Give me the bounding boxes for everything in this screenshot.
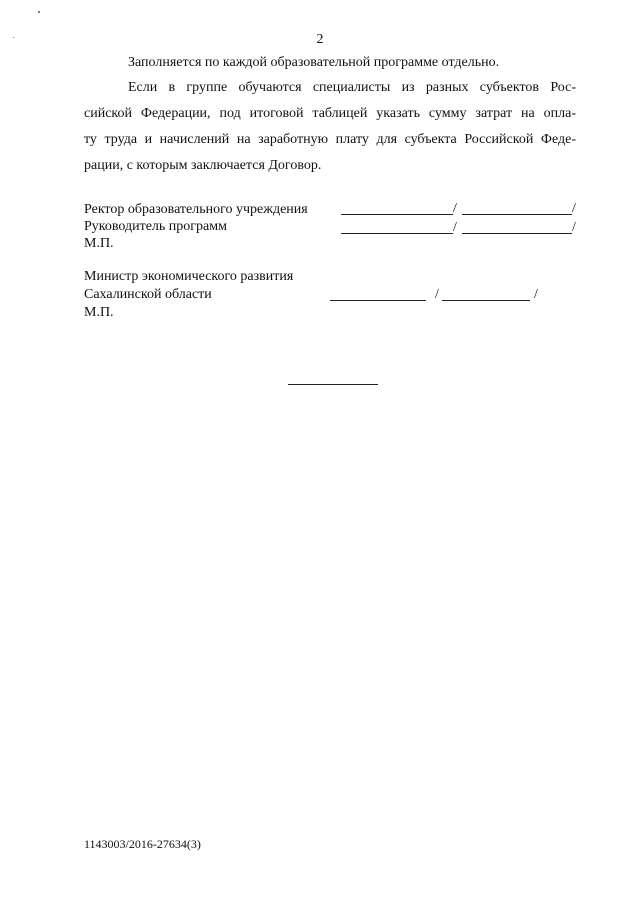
stamp-place-label: М.П.	[84, 236, 114, 251]
name-line	[442, 300, 530, 301]
signature-line	[341, 233, 453, 234]
name-line	[462, 233, 572, 234]
paragraph-regions-line-2: сийской Федерации, под итоговой таблицей указать сумму затрат на опла-	[84, 106, 576, 121]
signature-line	[330, 300, 426, 301]
signatory-title-rector: Ректор образовательного учреждения	[84, 202, 308, 217]
document-code: 1143003/2016-27634(3)	[84, 837, 201, 851]
paragraph-regions-line-1: Если в группе обучаются специалисты из разных субъектов Рос-	[128, 80, 576, 95]
signature-line	[341, 214, 453, 215]
signature-separator: /	[572, 220, 576, 235]
signature-separator: /	[435, 287, 439, 302]
signatory-title-program-head: Руководитель программ	[84, 219, 227, 234]
signatory-title-minister: Министр экономического развития	[84, 269, 294, 284]
paragraph-regions-line-3: ту труда и начислений на заработную плату для субъекта Российской Феде-	[84, 132, 576, 147]
signatory-title-region: Сахалинской области	[84, 287, 212, 302]
signature-separator: /	[572, 201, 576, 216]
signature-separator: /	[534, 287, 538, 302]
name-line	[462, 214, 572, 215]
stamp-place-label: М.П.	[84, 305, 114, 320]
scan-speck	[38, 11, 40, 13]
paragraph-regions-line-4: рации, с которым заключается Договор.	[84, 158, 322, 173]
paragraph-fill-note: Заполняется по каждой образовательной программе отдельно.	[128, 55, 500, 70]
end-divider	[288, 384, 378, 385]
signature-separator: /	[453, 201, 457, 216]
signature-separator: /	[453, 220, 457, 235]
page-number: 2	[316, 32, 324, 47]
